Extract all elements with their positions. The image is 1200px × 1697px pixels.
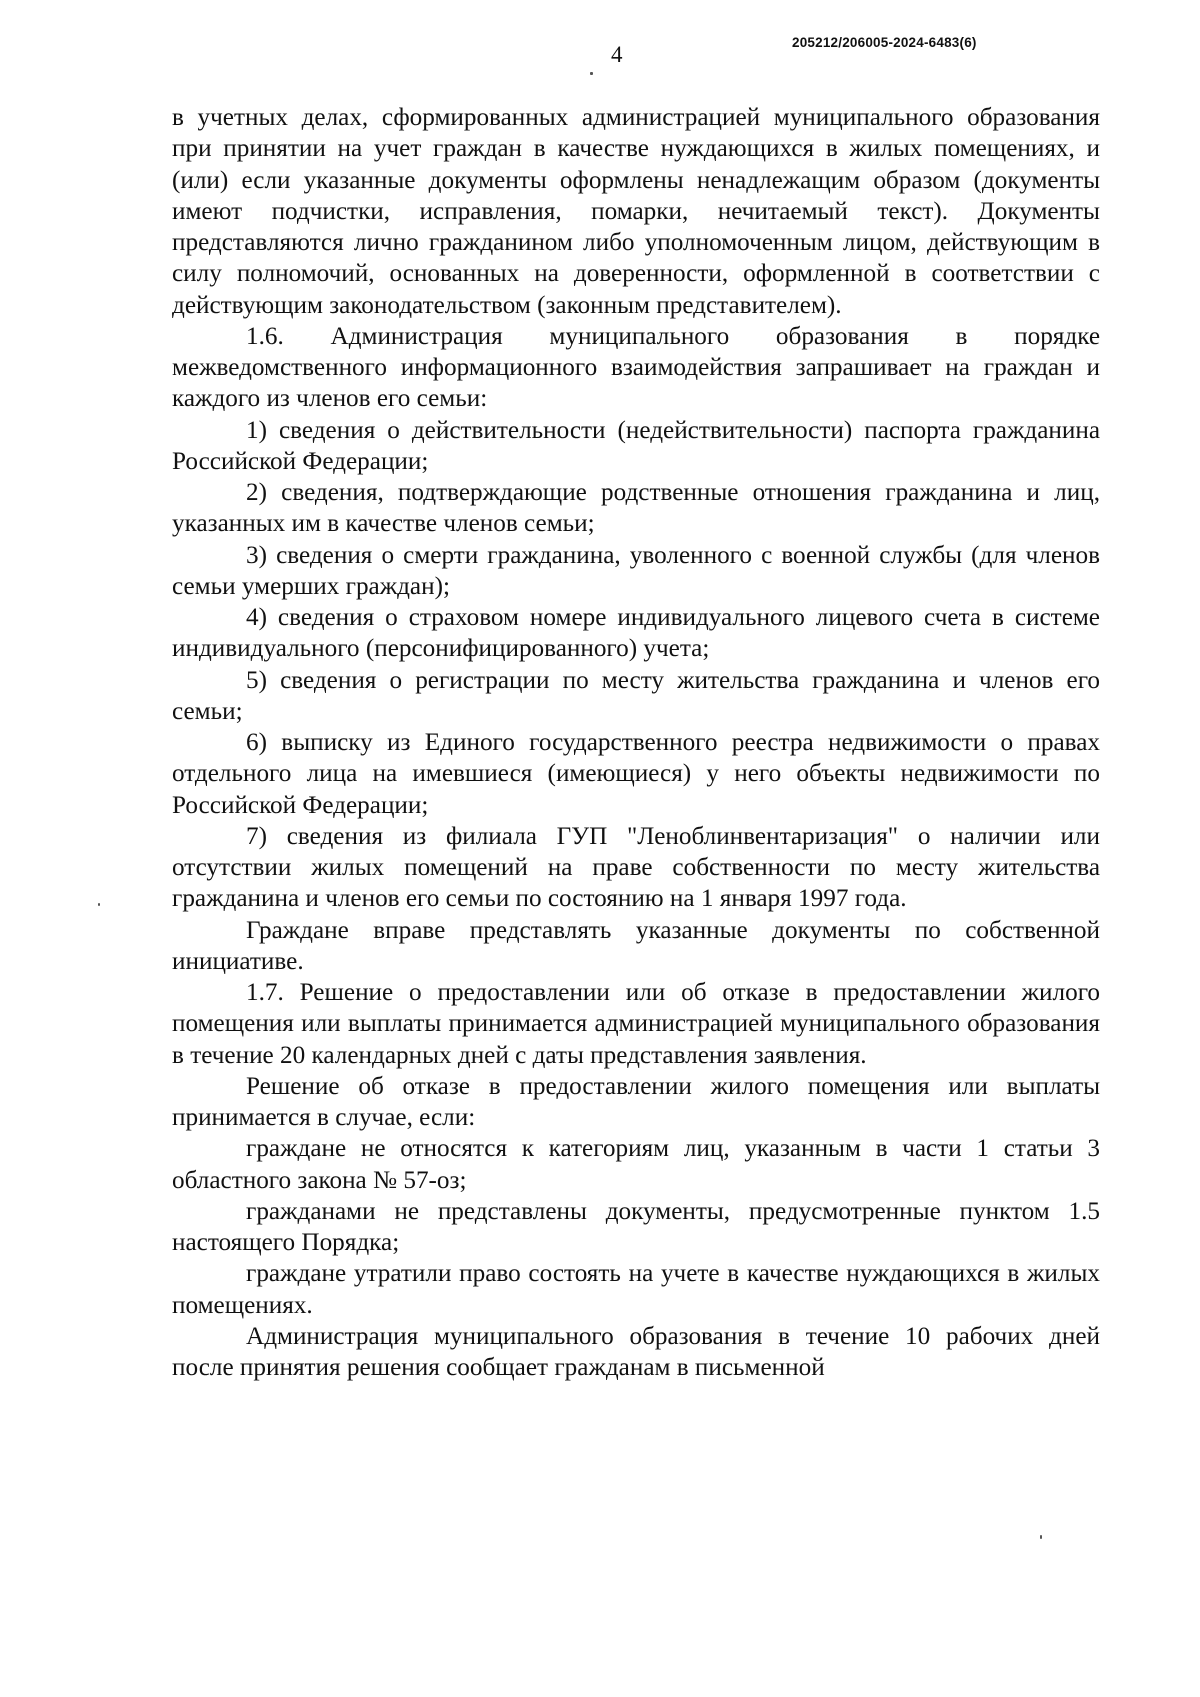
refusal-reason-3: граждане утратили право состоять на учете в качестве нуждающихся в жилых помещениях. xyxy=(172,1260,1100,1319)
scan-speck xyxy=(1040,1535,1042,1539)
document-registration-code: 205212/206005-2024-6483(6) xyxy=(792,35,977,50)
list-item-1: 1) сведения о действительности (недействительности) паспорта гражданина Российской Федерации; xyxy=(172,416,1100,475)
list-item-5: 5) сведения о регистрации по месту жительства гражданина и членов его семьи; xyxy=(172,666,1100,725)
page-number: 4 xyxy=(611,42,623,67)
list-item-6: 6) выписку из Единого государственного реестра недвижимости о правах отдельного лица на имевшиеся (имеющиеся) у него объекты недвижимости по Российской Федерации; xyxy=(172,729,1100,819)
scan-speck xyxy=(98,903,100,906)
document-body xyxy=(172,102,1100,1383)
refusal-reason-1: граждане не относятся к категориям лиц, указанным в части 1 статьи 3 областного закона № 57-оз; xyxy=(172,1135,1100,1194)
paragraph-own-initiative: Граждане вправе представлять указанные документы по собственной инициативе. xyxy=(172,916,1100,975)
paragraph-1-6: 1.6. Администрация муниципального образования в порядке межведомственного информационного взаимодействия запрашивает на граждан и каждого из членов его семьи: xyxy=(172,322,1100,413)
list-item-7: 7) сведения из филиала ГУП "Леноблинвентаризация" о наличии или отсутствии жилых помещений на праве собственности по месту жительства гражданина и членов его семьи по состоянию на 1 января 1997 года. xyxy=(172,822,1100,913)
scan-speck xyxy=(590,72,593,75)
paragraph-notification: Администрация муниципального образования в течение 10 рабочих дней после принятия решения сообщает гражданам в письменной xyxy=(172,1322,1100,1381)
list-item-2: 2) сведения, подтверждающие родственные отношения гражданина и лиц, указанных им в качестве членов семьи; xyxy=(172,479,1100,538)
paragraph-1-7: 1.7. Решение о предоставлении или об отказе в предоставлении жилого помещения или выплаты принимается администрацией муниципального образования в течение 20 календарных дней с даты представления заявления. xyxy=(172,979,1100,1069)
paragraph-continuation: в учетных делах, сформированных администрацией муниципального образования при принятии на учет граждан в качестве нуждающихся в жилых помещениях, и (или) если указанные документы оформлены ненадлежащим образом (документы имеют подчистки, исправления, помарки, нечитаемый текст). Документы представляются лично гражданином либо уполномоченным лицом, действующим в силу полномочий, основанных на доверенности, оформленной в соответствии с действующим законодательством (законным представителем). xyxy=(172,104,1100,319)
list-item-3: 3) сведения о смерти гражданина, уволенного с военной службы (для членов семьи умерших граждан); xyxy=(172,541,1100,600)
paragraph-refusal-decision: Решение об отказе в предоставлении жилого помещения или выплаты принимается в случае, если: xyxy=(172,1072,1100,1131)
refusal-reason-2: гражданами не представлены документы, предусмотренные пунктом 1.5 настоящего Порядка; xyxy=(172,1197,1100,1256)
list-item-4: 4) сведения о страховом номере индивидуального лицевого счета в системе индивидуального (персонифицированного) учета; xyxy=(172,604,1100,663)
